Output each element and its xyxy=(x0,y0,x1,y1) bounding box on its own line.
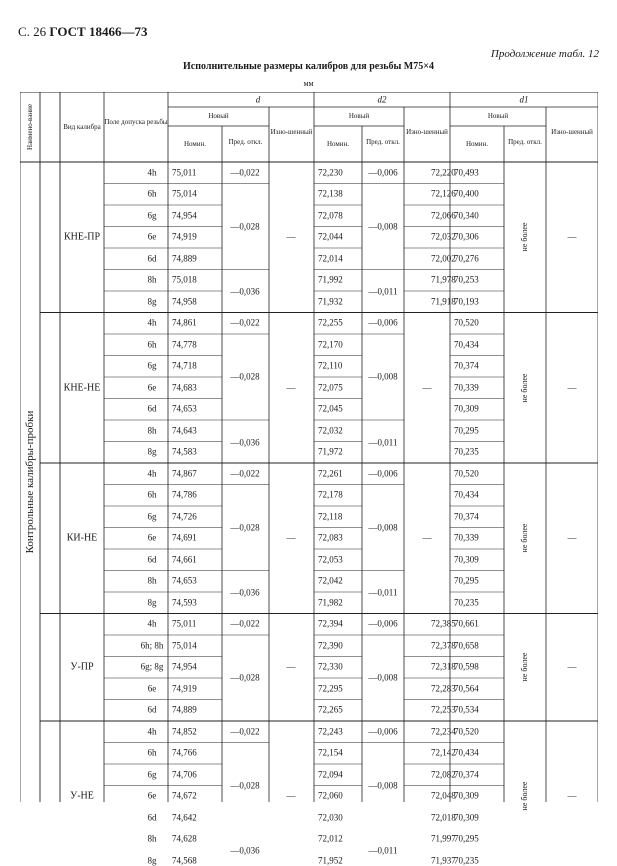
d-nominal-cell: 74,889 xyxy=(172,253,197,264)
d2-nominal-cell: 72,265 xyxy=(318,704,343,715)
d-nominal-cell: 74,726 xyxy=(172,511,197,522)
d2-nominal-cell: 72,243 xyxy=(318,726,343,737)
tolerance-cell: 6g xyxy=(147,769,157,780)
tolerance-cell: 6e xyxy=(147,382,157,393)
d2-nominal-cell: 72,295 xyxy=(318,683,343,694)
d-nominal-cell: 74,661 xyxy=(172,554,197,565)
d1-limit-not-more: не более xyxy=(520,373,529,403)
d1-nominal-cell: 70,309 xyxy=(454,812,479,823)
d2-nominal-cell: 71,932 xyxy=(318,296,343,307)
continuation-note: Продолжение табл. 12 xyxy=(490,48,599,60)
d-deviation-cell: —0,022 xyxy=(230,317,260,328)
d-nominal-cell: 75,014 xyxy=(172,188,197,199)
d-nominal-cell: 74,958 xyxy=(172,296,197,307)
units-label: мм xyxy=(303,79,314,88)
d2-worn-cell: 72,066 xyxy=(431,210,456,221)
d2-deviation-cell: —0,008 xyxy=(368,780,398,790)
tolerance-cell: 6h xyxy=(147,489,157,500)
d1-nominal-cell: 70,564 xyxy=(454,683,479,694)
d1-nominal-cell: 70,309 xyxy=(454,790,479,801)
d1-worn-dash: — xyxy=(567,382,577,393)
d2-nominal-cell: 72,394 xyxy=(318,618,343,629)
d1-nominal-cell: 70,306 xyxy=(454,231,479,242)
standard-number: ГОСТ 18466—73 xyxy=(49,24,148,39)
d-nominal-cell: 74,628 xyxy=(172,833,197,844)
d-deviation-cell: —0,028 xyxy=(230,221,260,231)
d-nominal-cell: 74,766 xyxy=(172,747,197,758)
d2-worn-cell: 72,032 xyxy=(431,231,456,242)
dimensions-table xyxy=(20,92,598,866)
d-nominal-cell: 74,653 xyxy=(172,575,197,586)
d1-nominal-cell: 70,374 xyxy=(454,769,479,780)
d-nominal-cell: 75,011 xyxy=(172,167,197,178)
col-header-new: Новый xyxy=(208,112,229,120)
tolerance-cell: 6d xyxy=(147,704,157,715)
d2-nominal-cell: 72,390 xyxy=(318,640,343,651)
d-worn-dash: — xyxy=(286,382,296,393)
tolerance-cell: 6g xyxy=(147,360,157,371)
d-deviation-cell: —0,022 xyxy=(230,468,260,479)
d-nominal-cell: 74,861 xyxy=(172,317,197,328)
d-deviation-cell: —0,036 xyxy=(230,845,260,856)
d1-nominal-cell: 70,253 xyxy=(454,274,479,285)
d-nominal-cell: 74,643 xyxy=(172,425,197,436)
side-label: Контрольные калибры-пробки xyxy=(24,410,36,554)
d-nominal-cell: 74,568 xyxy=(172,855,197,866)
d2-deviation-cell: —0,006 xyxy=(368,726,398,737)
d2-deviation-cell: —0,006 xyxy=(368,167,398,178)
d2-worn-cell: 72,048 xyxy=(431,790,456,801)
d-nominal-cell: 74,672 xyxy=(172,790,197,801)
d2-worn-dash: — xyxy=(422,532,432,543)
tolerance-cell: 8g xyxy=(147,597,157,608)
d2-nominal-cell: 72,154 xyxy=(318,747,343,758)
d2-worn-cell: 72,018 xyxy=(431,812,456,823)
d-nominal-cell: 75,018 xyxy=(172,274,197,285)
d2-worn-cell: 71,918 xyxy=(431,296,456,307)
d1-nominal-cell: 70,295 xyxy=(454,833,479,844)
d-deviation-cell: —0,022 xyxy=(230,167,260,178)
tolerance-cell: 6g xyxy=(147,210,157,221)
tolerance-cell: 6h; 8h xyxy=(140,640,164,651)
d-nominal-cell: 74,954 xyxy=(172,210,197,221)
d-deviation-cell: —0,022 xyxy=(230,618,260,629)
d1-nominal-cell: 70,340 xyxy=(454,210,479,221)
col-header-d1: d1 xyxy=(519,94,529,105)
d2-nominal-cell: 72,083 xyxy=(318,532,343,543)
d-nominal-cell: 74,919 xyxy=(172,231,197,242)
d-deviation-cell: —0,022 xyxy=(230,726,260,737)
d2-nominal-cell: 72,044 xyxy=(318,231,343,242)
d-deviation-cell: —0,036 xyxy=(230,587,260,598)
d-nominal-cell: 74,691 xyxy=(172,532,197,543)
d-deviation-cell: —0,028 xyxy=(230,522,260,532)
d1-nominal-cell: 70,598 xyxy=(454,661,479,672)
d2-nominal-cell: 72,110 xyxy=(318,360,343,371)
d-nominal-cell: 74,919 xyxy=(172,683,197,694)
d2-nominal-cell: 71,992 xyxy=(318,274,343,285)
table-grid-lines xyxy=(20,92,598,802)
d2-deviation-cell: —0,006 xyxy=(368,618,398,629)
d1-worn-dash: — xyxy=(567,532,577,543)
d-deviation-cell: —0,028 xyxy=(230,672,260,683)
tolerance-cell: 6e xyxy=(147,231,157,242)
d2-worn-dash: — xyxy=(422,382,432,393)
d-nominal-cell: 74,852 xyxy=(172,726,197,737)
tolerance-cell: 6e xyxy=(147,532,157,543)
col-header-name: Наимено-вание xyxy=(26,104,34,150)
d-nominal-cell: 74,683 xyxy=(172,382,197,393)
table-title: Исполнительные размеры калибров для резьбы М75×4 xyxy=(183,61,434,72)
d1-nominal-cell: 70,400 xyxy=(454,188,479,199)
col-header-nominal: Номин. xyxy=(183,140,207,148)
col-header-tolerance: Поле допуска резьбы xyxy=(104,118,168,126)
tolerance-cell: 6h xyxy=(147,747,157,758)
tolerance-cell: 4h xyxy=(147,468,157,479)
d1-nominal-cell: 70,339 xyxy=(454,532,479,543)
d-nominal-cell: 75,014 xyxy=(172,640,197,651)
d2-nominal-cell: 72,060 xyxy=(318,790,343,801)
d-nominal-cell: 74,889 xyxy=(172,704,197,715)
tolerance-cell: 8g xyxy=(147,296,157,307)
d1-nominal-cell: 70,658 xyxy=(454,640,479,651)
d2-deviation-cell: —0,011 xyxy=(368,437,398,447)
d2-worn-cell: 71,997 xyxy=(431,833,456,844)
d2-nominal-cell: 72,255 xyxy=(318,317,343,328)
d2-nominal-cell: 72,138 xyxy=(318,188,343,199)
page-header xyxy=(18,24,147,40)
d2-nominal-cell: 72,032 xyxy=(318,425,343,436)
d2-deviation-cell: —0,008 xyxy=(368,672,398,683)
d2-nominal-cell: 72,030 xyxy=(318,812,343,823)
col-header-worn: Изно-шенный xyxy=(270,128,313,136)
d2-deviation-cell: —0,006 xyxy=(368,468,398,479)
d2-nominal-cell: 72,230 xyxy=(318,167,343,178)
d2-worn-cell: 72,220 xyxy=(431,167,456,178)
gauge-type-label: У-НЕ xyxy=(70,790,94,802)
gauge-type-label: КНЕ-ПР xyxy=(63,231,101,243)
d-worn-dash: — xyxy=(286,661,296,672)
d2-nominal-cell: 72,053 xyxy=(318,554,343,565)
d1-nominal-cell: 70,520 xyxy=(454,468,479,479)
d2-worn-cell: 72,318 xyxy=(431,661,456,672)
d-nominal-cell: 74,583 xyxy=(172,446,197,457)
d2-worn-cell: 72,142 xyxy=(431,747,456,758)
d-deviation-cell: —0,036 xyxy=(230,437,260,447)
tolerance-cell: 8h xyxy=(147,575,157,586)
d2-nominal-cell: 72,094 xyxy=(318,769,343,780)
tolerance-cell: 6e xyxy=(147,790,157,801)
tolerance-cell: 6d xyxy=(147,554,157,565)
d-nominal-cell: 74,718 xyxy=(172,360,197,371)
d2-worn-cell: 72,253 xyxy=(431,704,456,715)
col-header-limit: Пред. откл. xyxy=(366,138,400,146)
d1-worn-dash: — xyxy=(567,231,577,242)
d1-nominal-cell: 70,374 xyxy=(454,511,479,522)
tolerance-cell: 4h xyxy=(147,726,157,737)
gauge-type-label: КНЕ-НЕ xyxy=(63,382,101,394)
d1-nominal-cell: 70,434 xyxy=(454,339,479,350)
d1-nominal-cell: 70,295 xyxy=(454,425,479,436)
tolerance-cell: 6d xyxy=(147,812,157,823)
tolerance-cell: 8h xyxy=(147,274,157,285)
d1-nominal-cell: 70,235 xyxy=(454,446,479,457)
d1-worn-dash: — xyxy=(567,661,577,672)
d1-nominal-cell: 70,520 xyxy=(454,317,479,328)
d1-limit-not-more: не более xyxy=(520,781,529,811)
col-header-type: Вид калибра xyxy=(63,123,101,131)
d1-nominal-cell: 70,661 xyxy=(454,618,479,629)
col-header-limit: Пред. откл. xyxy=(508,138,542,146)
d2-nominal-cell: 71,982 xyxy=(318,597,343,608)
col-header-d2: d2 xyxy=(377,94,387,105)
d2-worn-cell: 72,082 xyxy=(431,769,456,780)
d2-nominal-cell: 72,178 xyxy=(318,489,343,500)
d2-worn-cell: 72,283 xyxy=(431,683,456,694)
d-worn-dash: — xyxy=(286,532,296,543)
d1-nominal-cell: 70,339 xyxy=(454,382,479,393)
d1-nominal-cell: 70,235 xyxy=(454,597,479,608)
col-header-nominal: Номин. xyxy=(326,140,350,148)
tolerance-cell: 6e xyxy=(147,683,157,694)
tolerance-cell: 6h xyxy=(147,188,157,199)
d1-nominal-cell: 70,374 xyxy=(454,360,479,371)
d2-deviation-cell: —0,006 xyxy=(368,317,398,328)
col-header-new: Новый xyxy=(487,112,509,120)
d-deviation-cell: —0,028 xyxy=(230,780,260,790)
d2-worn-cell: 72,002 xyxy=(431,253,456,264)
tolerance-cell: 4h xyxy=(147,167,157,178)
d2-deviation-cell: —0,008 xyxy=(368,221,398,231)
d-nominal-cell: 74,642 xyxy=(172,812,197,823)
tolerance-cell: 8g xyxy=(147,446,157,457)
d1-nominal-cell: 70,534 xyxy=(454,704,479,715)
d-nominal-cell: 74,593 xyxy=(172,597,197,608)
col-header-d: d xyxy=(255,94,261,105)
d2-nominal-cell: 72,078 xyxy=(318,210,343,221)
d2-nominal-cell: 71,952 xyxy=(318,855,343,866)
d-nominal-cell: 74,786 xyxy=(172,489,197,500)
d1-nominal-cell: 70,276 xyxy=(454,253,479,264)
d1-nominal-cell: 70,434 xyxy=(454,489,479,500)
page-number: С. 26 xyxy=(18,24,47,39)
tolerance-cell: 6d xyxy=(147,253,157,264)
tolerance-cell: 4h xyxy=(147,317,157,328)
gauge-type-label: У-ПР xyxy=(70,661,94,673)
col-header-new: Новый xyxy=(348,112,370,120)
col-header-nominal: Номин. xyxy=(465,140,489,148)
d1-nominal-cell: 70,520 xyxy=(454,726,479,737)
d1-nominal-cell: 70,193 xyxy=(454,296,479,307)
tolerance-cell: 8h xyxy=(147,425,157,436)
d-nominal-cell: 74,706 xyxy=(172,769,197,780)
d2-worn-cell: 71,937 xyxy=(431,855,456,866)
d2-nominal-cell: 72,042 xyxy=(318,575,343,586)
d1-nominal-cell: 70,493 xyxy=(454,167,479,178)
tolerance-cell: 8h xyxy=(147,833,157,844)
tolerance-cell: 8g xyxy=(147,855,157,866)
d1-nominal-cell: 70,434 xyxy=(454,747,479,758)
d2-nominal-cell: 72,170 xyxy=(318,339,343,350)
d2-nominal-cell: 71,972 xyxy=(318,446,343,457)
col-header-worn: Изно-шенный xyxy=(406,128,448,136)
d2-deviation-cell: —0,011 xyxy=(368,286,398,297)
d2-nominal-cell: 72,012 xyxy=(318,833,343,844)
tolerance-cell: 6d xyxy=(147,403,157,414)
d-nominal-cell: 74,867 xyxy=(172,468,197,479)
tolerance-cell: 4h xyxy=(147,618,157,629)
tolerance-cell: 6g; 8g xyxy=(140,661,164,672)
d1-limit-not-more: не более xyxy=(520,523,529,553)
d2-worn-cell: 71,978 xyxy=(431,274,456,285)
d2-deviation-cell: —0,011 xyxy=(368,845,398,856)
d2-deviation-cell: —0,008 xyxy=(368,522,398,532)
d2-nominal-cell: 72,330 xyxy=(318,661,343,672)
d1-limit-not-more: не более xyxy=(520,222,529,252)
d-worn-dash: — xyxy=(286,790,296,801)
d2-deviation-cell: —0,011 xyxy=(368,587,398,598)
d-deviation-cell: —0,028 xyxy=(230,371,260,382)
d1-nominal-cell: 70,295 xyxy=(454,575,479,586)
d-nominal-cell: 74,954 xyxy=(172,661,197,672)
d1-nominal-cell: 70,309 xyxy=(454,554,479,565)
d-nominal-cell: 74,778 xyxy=(172,339,197,350)
tolerance-cell: 6g xyxy=(147,511,157,522)
d-nominal-cell: 74,653 xyxy=(172,403,197,414)
d1-worn-dash: — xyxy=(567,790,577,801)
d2-worn-cell: 72,385 xyxy=(431,618,456,629)
d2-nominal-cell: 72,045 xyxy=(318,403,343,414)
d2-nominal-cell: 72,261 xyxy=(318,468,343,479)
d-deviation-cell: —0,036 xyxy=(230,286,260,297)
d2-worn-cell: 72,234 xyxy=(431,726,456,737)
col-header-limit: Пред. откл. xyxy=(228,138,263,146)
d2-nominal-cell: 72,075 xyxy=(318,382,343,393)
d1-limit-not-more: не более xyxy=(520,652,529,682)
d2-deviation-cell: —0,008 xyxy=(368,371,398,382)
tolerance-cell: 6h xyxy=(147,339,157,350)
d-worn-dash: — xyxy=(286,231,296,242)
d2-worn-cell: 72,378 xyxy=(431,640,456,651)
d2-nominal-cell: 72,014 xyxy=(318,253,343,264)
d2-nominal-cell: 72,118 xyxy=(318,511,343,522)
gauge-type-label: КИ-НЕ xyxy=(66,532,98,544)
d2-worn-cell: 72,126 xyxy=(431,188,456,199)
d1-nominal-cell: 70,235 xyxy=(454,855,479,866)
d-nominal-cell: 75,011 xyxy=(172,618,197,629)
col-header-worn: Изно-шенный xyxy=(551,128,593,136)
d1-nominal-cell: 70,309 xyxy=(454,403,479,414)
